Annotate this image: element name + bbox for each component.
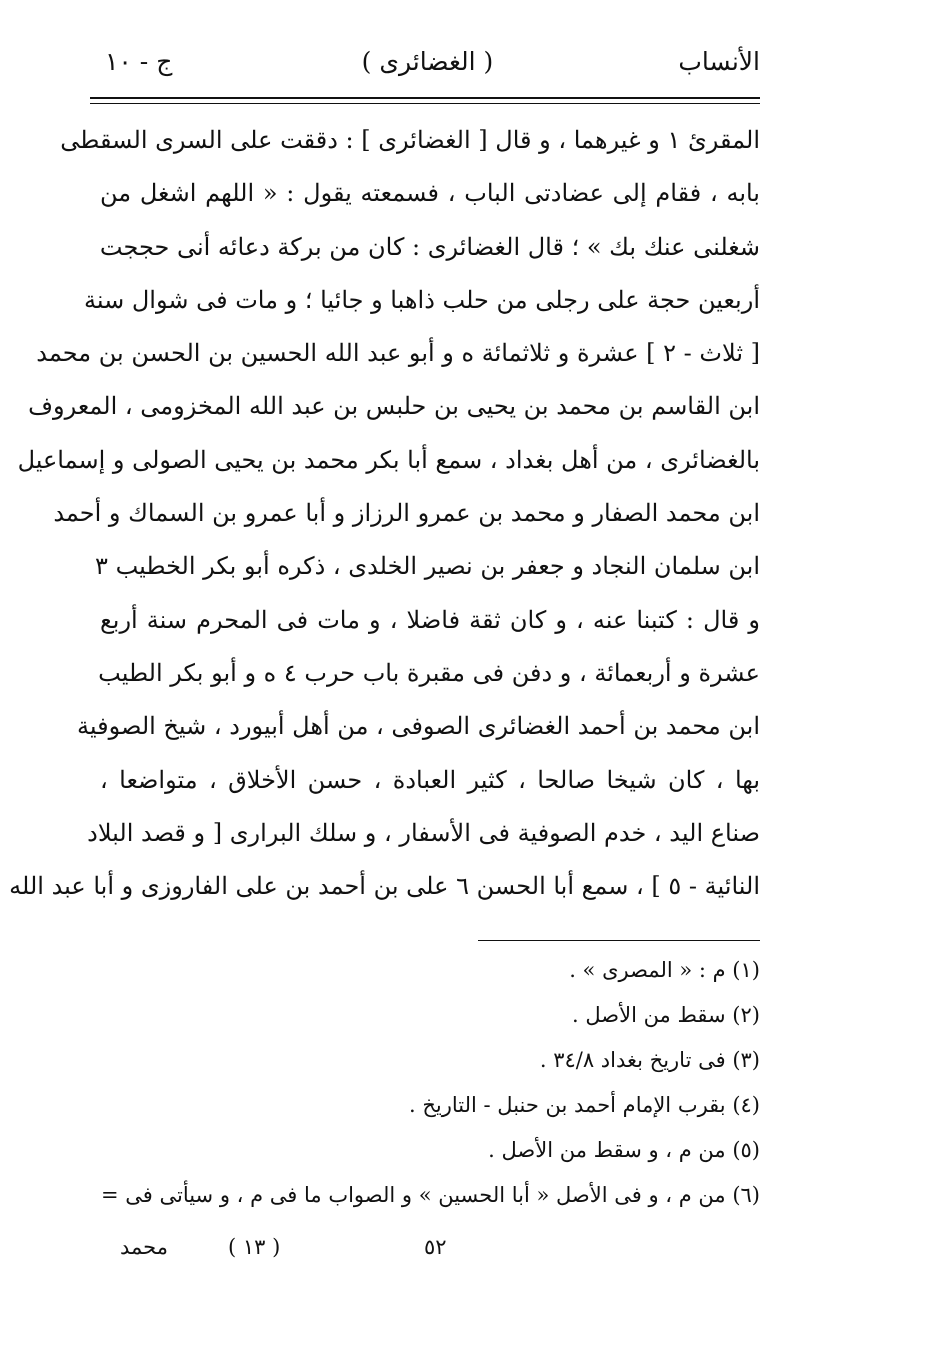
text-line: صناع اليد ، خدم الصوفية فى الأسفار ، و سلك البرارى [ و قصد البلاد [87, 818, 760, 847]
text-line: بها ، كان شيخا صالحا ، كثير العبادة ، حسن الأخلاق ، متواضعا ، [100, 765, 760, 794]
signature-mark: ( ١٣ ) [228, 1235, 281, 1259]
catchword: محمد [120, 1235, 168, 1259]
text-line: أربعين حجة على رجلى من حلب ذاهبا و جائيا ؛ و مات فى شوال سنة [84, 285, 760, 314]
text-line: ابن محمد الصفار و محمد بن عمرو الرزاز و أبا عمرو بن السماك و أحمد [53, 499, 760, 528]
footnote: (٤) بقرب الإمام أحمد بن حنبل - التاريخ . [408, 1093, 760, 1117]
page-number: ٥٢ [424, 1235, 447, 1259]
text-line: ابن القاسم بن محمد بن يحيى بن حلبس بن عبد الله المخزومى ، المعروف [28, 392, 760, 421]
text-line: النائية - ٥ ] ، سمع أبا الحسن ٦ على بن أحمد بن على الفاروزى و أبا عبد الله [9, 872, 760, 901]
footnote: (١) م : « المصرى » . [569, 958, 760, 982]
page-header [95, 40, 760, 90]
text-line: عشرة و أربعمائة ، و دفن فى مقبرة باب حرب ٤ ه و أبو بكر الطيب [98, 658, 760, 687]
footnote: (٦) من م ، و فى الأصل « أبا الحسين » و الصواب ما فى م ، و سيأتى فى = [100, 1183, 760, 1207]
footnote-separator [478, 940, 760, 941]
running-title: الأنساب [678, 47, 760, 76]
text-line: شغلنى عنك بك » ؛ قال الغضائرى : كان من بركة دعائه أنى حججت [99, 232, 760, 261]
text-line: و قال : كتبنا عنه ، و كان ثقة فاضلا ، و مات فى المحرم سنة أربع [100, 605, 760, 634]
main-text [9, 114, 760, 913]
footnote: (٢) سقط من الأصل . [572, 1003, 760, 1027]
text-line: ابن محمد بن أحمد الغضائرى الصوفى ، من أهل أبيورد ، شيخ الصوفية [77, 712, 760, 741]
text-line: بالغضائرى ، من أهل بغداد ، سمع أبا بكر محمد بن يحيى الصولى و إسماعيل [17, 445, 760, 474]
text-line: ابن سلمان النجاد و جعفر بن نصير الخلدى ، ذكره أبو بكر الخطيب ٣ [95, 552, 760, 581]
header-rule [90, 97, 760, 99]
footnote: (٥) من م ، و سقط من الأصل . [488, 1138, 760, 1162]
header-rule-thin [90, 103, 760, 104]
volume-number: ج - ١٠ [105, 47, 173, 76]
text-line: المقرئ ١ و غيرهما ، و قال [ الغضائرى ] : دققت على السرى السقطى [60, 126, 760, 154]
text-line: [ ثلاث - ٢ ] عشرة و ثلاثمائة ه و أبو عبد الله الحسين بن الحسن بن محمد [36, 339, 760, 368]
footnote: (٣) فى تاريخ بغداد ٣٤/٨ . [539, 1048, 760, 1072]
footnotes [60, 948, 760, 1218]
text-line: بابه ، فقام إلى عضادتى الباب ، فسمعته يقول : « اللهم اشغل من [100, 179, 760, 208]
entry-heading: ( الغضائری ) [361, 47, 494, 76]
